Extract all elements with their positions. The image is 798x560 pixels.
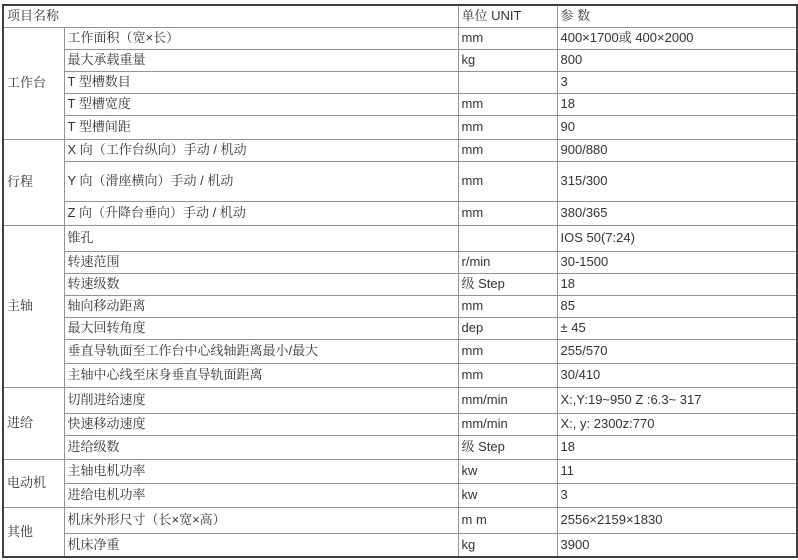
table-row <box>3 251 797 273</box>
table-row <box>3 295 797 317</box>
unit-cell: mm <box>458 339 557 363</box>
param-cell: 18 <box>557 93 797 115</box>
item-cell: 转速级数 <box>64 273 458 295</box>
item-cell: 轴向移动距离 <box>64 295 458 317</box>
item-cell: 切削进给速度 <box>64 387 458 413</box>
item-cell: Y 向（滑座横向）手动 / 机动 <box>64 161 458 201</box>
table-row <box>3 161 797 201</box>
item-cell: 进给级数 <box>64 435 458 459</box>
table-row <box>3 317 797 339</box>
item-cell: T 型槽间距 <box>64 115 458 139</box>
table-row <box>3 339 797 363</box>
param-cell: 90 <box>557 115 797 139</box>
table-row <box>3 27 797 49</box>
param-cell: 255/570 <box>557 339 797 363</box>
category-cell: 行程 <box>3 139 64 225</box>
item-cell: 机床净重 <box>64 533 458 557</box>
category-cell: 电动机 <box>3 459 64 507</box>
param-cell: 11 <box>557 459 797 483</box>
table-row <box>3 413 797 435</box>
item-cell: 转速范围 <box>64 251 458 273</box>
table-row <box>3 225 797 251</box>
item-cell: Z 向（升降台垂向）手动 / 机动 <box>64 201 458 225</box>
param-cell: 30-1500 <box>557 251 797 273</box>
item-cell: 垂直导轨面至工作台中心线轴距离最小/最大 <box>64 339 458 363</box>
item-cell: 进给电机功率 <box>64 483 458 507</box>
unit-cell: mm/min <box>458 413 557 435</box>
category-cell: 主轴 <box>3 225 64 387</box>
param-cell: 3 <box>557 483 797 507</box>
table-row <box>3 387 797 413</box>
spec-table <box>2 4 798 558</box>
unit-cell: mm <box>458 93 557 115</box>
param-cell: 18 <box>557 435 797 459</box>
unit-cell: mm/min <box>458 387 557 413</box>
param-cell: 380/365 <box>557 201 797 225</box>
item-cell: 工作面积（宽×长） <box>64 27 458 49</box>
table-row <box>3 363 797 387</box>
table-row <box>3 115 797 139</box>
param-cell: 3900 <box>557 533 797 557</box>
param-cell: 2556×2159×1830 <box>557 507 797 533</box>
item-cell: 快速移动速度 <box>64 413 458 435</box>
unit-cell: mm <box>458 295 557 317</box>
item-cell: X 向（工作台纵向）手动 / 机动 <box>64 139 458 161</box>
param-cell: IOS 50(7:24) <box>557 225 797 251</box>
unit-cell: dep <box>458 317 557 339</box>
item-cell: T 型槽宽度 <box>64 93 458 115</box>
unit-cell <box>458 225 557 251</box>
item-cell: 最大承载重量 <box>64 49 458 71</box>
unit-cell: mm <box>458 139 557 161</box>
category-cell: 进给 <box>3 387 64 459</box>
table-row <box>3 533 797 557</box>
unit-cell: mm <box>458 27 557 49</box>
category-cell: 工作台 <box>3 27 64 139</box>
unit-cell <box>458 71 557 93</box>
unit-cell: kg <box>458 533 557 557</box>
param-cell: 18 <box>557 273 797 295</box>
unit-cell: kw <box>458 459 557 483</box>
table-row <box>3 139 797 161</box>
table-row <box>3 483 797 507</box>
table-row <box>3 201 797 225</box>
table-row <box>3 71 797 93</box>
item-cell: 主轴电机功率 <box>64 459 458 483</box>
unit-cell: mm <box>458 363 557 387</box>
header-param: 参 数 <box>557 5 797 27</box>
unit-cell: m m <box>458 507 557 533</box>
param-cell: 900/880 <box>557 139 797 161</box>
item-cell: 主轴中心线至床身垂直导轨面距离 <box>64 363 458 387</box>
unit-cell: mm <box>458 161 557 201</box>
unit-cell: mm <box>458 201 557 225</box>
unit-cell: r/min <box>458 251 557 273</box>
table-row <box>3 459 797 483</box>
unit-cell: kg <box>458 49 557 71</box>
item-cell: 锥孔 <box>64 225 458 251</box>
param-cell: 800 <box>557 49 797 71</box>
param-cell: 30/410 <box>557 363 797 387</box>
category-cell: 其他 <box>3 507 64 557</box>
param-cell: 85 <box>557 295 797 317</box>
table-row <box>3 273 797 295</box>
unit-cell: mm <box>458 115 557 139</box>
unit-cell: 级 Step <box>458 273 557 295</box>
table-row <box>3 435 797 459</box>
table-row <box>3 49 797 71</box>
header-item-name: 项目名称 <box>3 5 458 27</box>
item-cell: T 型槽数目 <box>64 71 458 93</box>
param-cell: X:,Y:19~950 Z :6.3~ 317 <box>557 387 797 413</box>
header-row <box>3 5 797 27</box>
page <box>0 4 798 560</box>
header-unit: 单位 UNIT <box>458 5 557 27</box>
param-cell: 400×1700或 400×2000 <box>557 27 797 49</box>
table-row <box>3 93 797 115</box>
unit-cell: 级 Step <box>458 435 557 459</box>
param-cell: 3 <box>557 71 797 93</box>
param-cell: X:, y: 2300z:770 <box>557 413 797 435</box>
item-cell: 最大回转角度 <box>64 317 458 339</box>
param-cell: 315/300 <box>557 161 797 201</box>
table-row <box>3 507 797 533</box>
param-cell: ± 45 <box>557 317 797 339</box>
unit-cell: kw <box>458 483 557 507</box>
item-cell: 机床外形尺寸（长×宽×高） <box>64 507 458 533</box>
